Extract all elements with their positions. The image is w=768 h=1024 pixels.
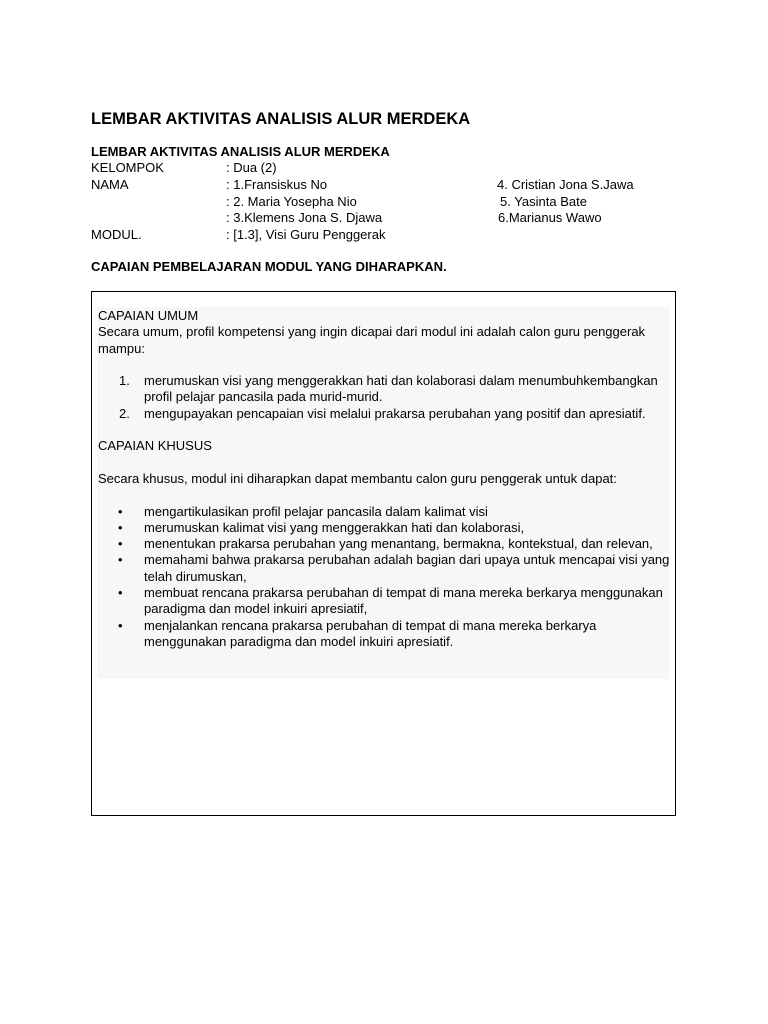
capaian-khusus-intro: Secara khusus, modul ini diharapkan dapat membantu calon guru penggerak untuk dapat: [98,470,617,486]
list-item [98,520,670,536]
modul-value: : [1.3], Visi Guru Penggerak [226,227,386,242]
item-text: merumuskan visi yang menggerakkan hati dan kolaborasi dalam menumbuhkembangkan profil pelajar pancasila pada murid-murid. [144,373,658,405]
list-item [98,552,670,585]
name-3: : 3.Klemens Jona S. Djawa [226,210,383,225]
list-item [98,536,670,552]
capaian-khusus-heading: CAPAIAN KHUSUS [98,438,212,454]
nama-label: NAMA [91,177,129,192]
list-item [98,585,670,618]
bullet-icon: • [118,519,123,535]
capaian-umum-heading: CAPAIAN UMUM [98,308,199,323]
item-text: menjalankan rencana prakarsa perubahan di tempat di mana mereka berkarya menggunakan paradigma dan model inkuiri apresiatif. [144,617,597,649]
item-text: menentukan prakarsa perubahan yang menantang, bermakna, kontekstual, dan relevan, [144,536,653,552]
name-2: : 2. Maria Yosepha Nio [226,194,357,209]
name-1: : 1.Fransiskus No [226,177,328,192]
kelompok-label: KELOMPOK [91,160,164,175]
item-text: merumuskan kalimat visi yang menggerakkan hati dan kolaborasi, [144,519,525,535]
list-item [98,373,670,406]
name-4: 4. Cristian Jona S.Jawa [497,177,634,192]
bullet-icon: • [118,503,123,519]
box-content [98,308,670,650]
item-text: membuat rencana prakarsa perubahan di tempat di mana mereka berkarya menggunakan paradigma dan model inkuiri apresiatif, [144,585,663,617]
item-number: 1. [119,373,130,389]
capaian-khusus-list [98,504,670,651]
name-5: 5. Yasinta Bate [500,194,587,209]
item-number: 2. [119,405,130,421]
kelompok-value: : Dua (2) [226,160,277,175]
bullet-icon: • [118,617,123,633]
list-item [98,504,670,520]
list-item [98,618,670,651]
sub-title: LEMBAR AKTIVITAS ANALISIS ALUR MERDEKA [91,144,390,159]
item-text: mengartikulasikan profil pelajar pancasila dalam kalimat visi [144,503,488,519]
capaian-umum-list [98,373,670,422]
section-heading: CAPAIAN PEMBELAJARAN MODUL YANG DIHARAPKAN. [91,259,447,274]
capaian-box [91,291,676,816]
name-6: 6.Marianus Wawo [498,210,602,225]
bullet-icon: • [118,552,123,568]
item-text: mengupayakan pencapaian visi melalui prakarsa perubahan yang positif dan apresiatif. [144,405,646,421]
list-item [98,406,670,422]
bullet-icon: • [118,585,123,601]
capaian-umum-intro: Secara umum, profil kompetensi yang ingin dicapai dari modul ini adalah calon guru penggerak mampu: [98,324,646,356]
item-text: memahami bahwa prakarsa perubahan adalah bagian dari upaya untuk mencapai visi yang telah dirumuskan, [144,552,670,584]
bullet-icon: • [118,536,123,552]
modul-label: MODUL. [91,227,142,242]
page-title: LEMBAR AKTIVITAS ANALISIS ALUR MERDEKA [91,110,471,128]
